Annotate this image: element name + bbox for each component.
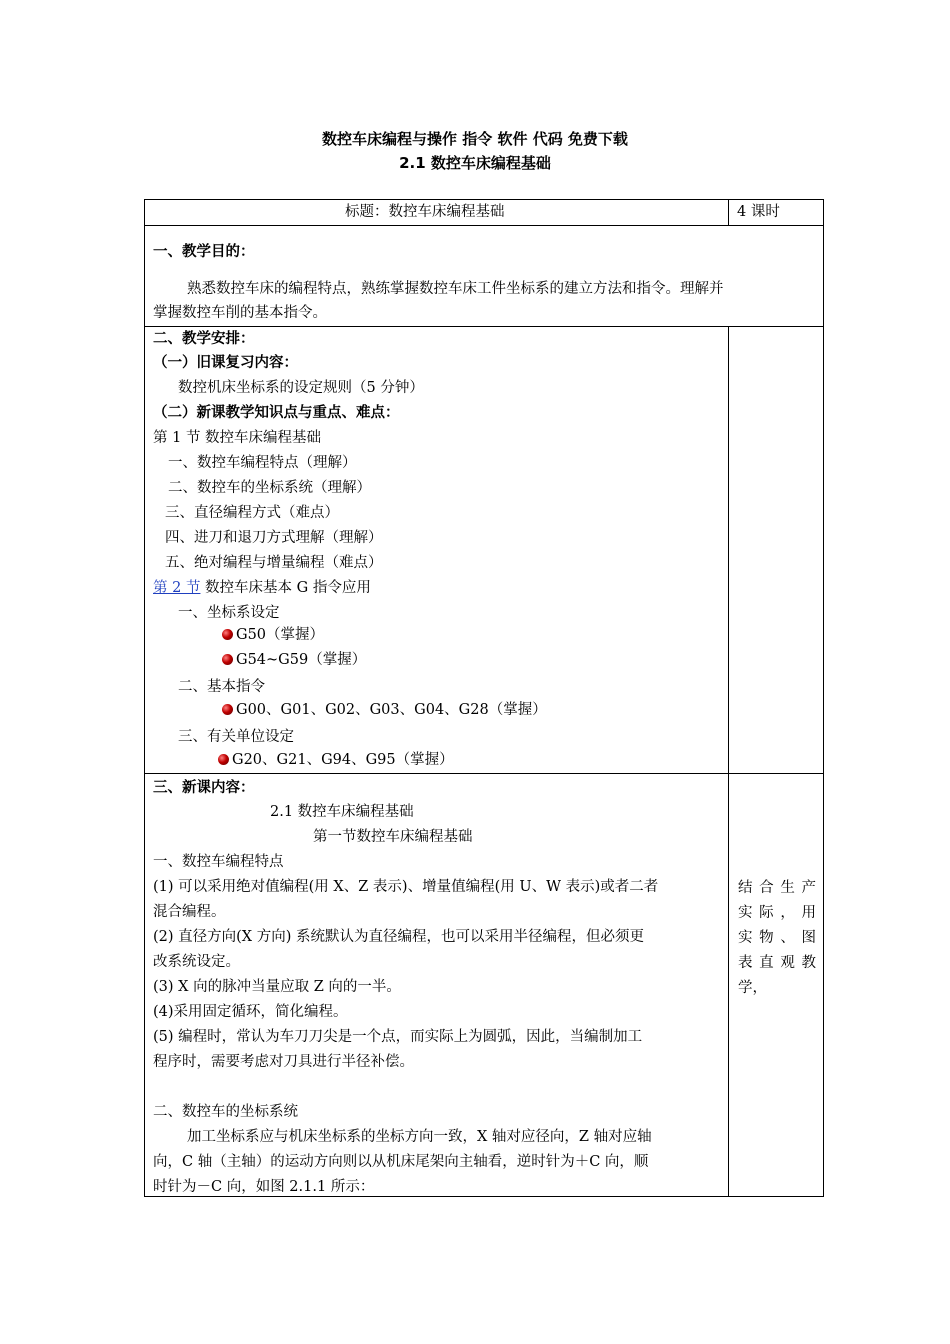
subheading: 一、数控车编程特点 <box>153 854 284 870</box>
list-item: 二、数控车的坐标系统（理解） <box>168 480 371 496</box>
paragraph: 向，C 轴（主轴）的运动方向则以从机床尾架向主轴看，逆时针为＋C 向，顺 <box>153 1154 649 1170</box>
paragraph: (1) 可以采用绝对值编程(用 X、Z 表示)、增量值编程(用 U、W 表示)或者二者 <box>153 879 659 895</box>
paragraph: 混合编程。 <box>153 904 226 920</box>
new-topics-heading: （二）新课教学知识点与重点、难点： <box>153 405 400 421</box>
hours-cell: 4 课时 <box>737 204 780 220</box>
content-heading: 三、新课内容： <box>153 780 255 796</box>
content-center-subtitle: 第一节数控车床编程基础 <box>313 829 473 845</box>
section-2-link[interactable]: 第 2 节 <box>153 580 201 596</box>
side-note-line: 结合生产 <box>738 880 816 896</box>
paragraph: (3) X 向的脉冲当量应取 Z 向的一半。 <box>153 979 401 995</box>
content-center-title: 2.1 数控车床编程基础 <box>270 804 414 820</box>
bullet-icon <box>222 704 233 715</box>
list-item: G54~G59（掌握） <box>222 648 366 673</box>
bullet-icon <box>222 629 233 640</box>
paragraph: 程序时，需要考虑对刀具进行半径补偿。 <box>153 1054 414 1070</box>
basic-heading: 二、基本指令 <box>178 679 265 695</box>
objectives-text: 熟悉数控车床的编程特点，熟练掌握数控车床工件坐标系的建立方法和指令。理解并 <box>187 281 724 297</box>
paragraph: (5) 编程时，常认为车刀刀尖是一个点，而实际上为圆弧，因此，当编制加工 <box>153 1029 643 1045</box>
coord-heading: 一、坐标系设定 <box>178 605 280 621</box>
row-divider <box>144 225 824 226</box>
col-divider <box>728 326 729 1197</box>
side-note <box>738 876 816 1001</box>
review-item: 数控机床坐标系的设定规则（5 分钟） <box>178 380 424 396</box>
units-heading: 三、有关单位设定 <box>178 729 294 745</box>
objectives-heading: 一、教学目的： <box>153 244 255 260</box>
topic-cell: 标题：数控车床编程基础 <box>345 204 505 220</box>
side-note-line: 实际，用 <box>738 905 816 921</box>
paragraph: 加工坐标系应与机床坐标系的坐标方向一致，X 轴对应径向，Z 轴对应轴 <box>187 1129 652 1145</box>
side-note-line: 表直观教 <box>738 955 816 971</box>
list-item: 五、绝对编程与增量编程（难点） <box>165 555 383 571</box>
list-item: 一、数控车编程特点（理解） <box>168 455 357 471</box>
section-2-title <box>153 576 371 601</box>
row-divider <box>144 773 824 774</box>
list-item: 三、直径编程方式（难点） <box>165 505 339 521</box>
bullet-icon <box>218 754 229 765</box>
review-heading: （一）旧课复习内容： <box>153 355 298 371</box>
col-divider <box>728 199 729 226</box>
side-note-line: 学， <box>738 980 767 996</box>
paragraph: 时针为－C 向，如图 2.1.1 所示： <box>153 1179 375 1195</box>
arrangement-heading: 二、教学安排： <box>153 331 255 347</box>
bullet-icon <box>222 654 233 665</box>
list-item: G50（掌握） <box>222 623 324 648</box>
document-subtitle: 2.1 数控车床编程基础 <box>399 154 551 172</box>
list-item: 四、进刀和退刀方式理解（理解） <box>165 530 383 546</box>
paragraph: (2) 直径方向(X 方向) 系统默认为直径编程，也可以采用半径编程，但必须更 <box>153 929 645 945</box>
objectives-text: 掌握数控车削的基本指令。 <box>153 305 327 321</box>
section-1-title: 第 1 节 数控车床编程基础 <box>153 430 322 446</box>
list-item: G00、G01、G02、G03、G04、G28（掌握） <box>222 698 547 723</box>
list-item: G20、G21、G94、G95（掌握） <box>218 748 454 773</box>
paragraph: 改系统设定。 <box>153 954 240 970</box>
document-title: 数控车床编程与操作 指令 软件 代码 免费下载 <box>322 130 628 148</box>
side-note-line: 实物、图 <box>738 930 816 946</box>
subheading: 二、数控车的坐标系统 <box>153 1104 298 1120</box>
section-2-text: 数控车床基本 G 指令应用 <box>200 580 371 596</box>
paragraph: (4)采用固定循环，简化编程。 <box>153 1004 348 1020</box>
